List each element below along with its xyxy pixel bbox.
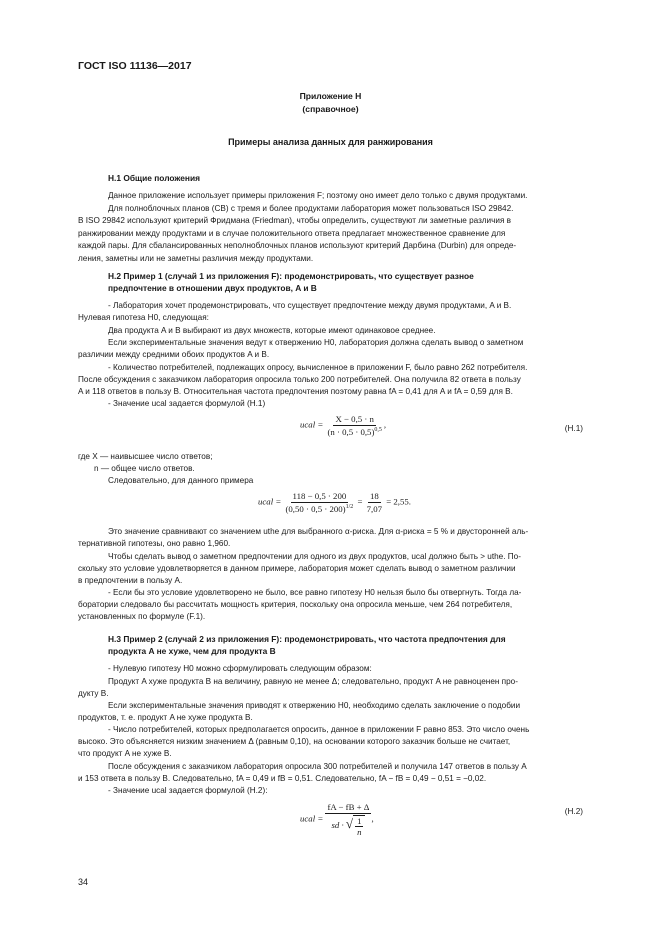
formula-h2-denominator [329,814,367,837]
formula-example-denominator-1 [283,503,355,514]
h1-paragraph-2 [78,203,583,265]
h3-worse-line-1: Продукт A хуже продукта B на величину, равную не менее Δ; следовательно, продукт A не равноценен про- [108,677,518,686]
formula-h1-label: (Н.1) [564,424,583,433]
standard-header: ГОСТ ISO 11136—2017 [78,60,192,72]
h2-reject-line-2: различии между средними обоих продуктов A и B. [78,350,270,359]
formula-example-exponent: 1/2 [345,504,354,511]
h3-number-line-3: что продукт A не хуже B. [78,749,172,758]
section-h3-title-line-2: продукта A не хуже, чем для продукта B [108,646,276,656]
formula-h2-label: (Н.2) [564,807,583,816]
formula-h2-fraction [325,802,371,837]
h3-reject-line-1: Если экспериментальные значения приводят к отвержению H0, необходимо сделать заключение о подобии [108,701,521,710]
h3-ucal-intro: - Значение ucal задается формулой (Н.2): [108,786,268,795]
formula-example-equals: = [357,496,363,507]
section-h3-title-line-1: Н.3 Пример 2 (случай 2 из приложения F): продемонстрировать, что частота предпочтения для [108,634,506,644]
h2-conclusion-line-3: в предпочтении в пользу A. [78,576,183,585]
formula-h2-numerator: fA − fB + Δ [327,802,370,812]
h2-lab-line-2: Нулевая гипотеза H0, следующая: [78,313,209,322]
formula-h1-numerator: X − 0,5 · n [335,414,374,424]
h2-not-confirmed-line-2: боратории следовало бы рассчитать мощность критерия, поскольку она опросила меньше, чем 264 потребителя, [78,600,513,609]
h2-compare-line-1: Это значение сравнивают со значением uthe для выбранного α-риска. Для α-риска = 5 % и двусторонней аль- [108,527,529,536]
formula-example-result: = 2,55. [386,496,412,507]
formula-h2-sqrt-denominator: n [357,827,362,837]
annex-heading: Примеры анализа данных для ранжирования [228,137,433,147]
h3-null-intro: - Нулевую гипотезу H0 можно сформулировать следующим образом: [108,664,372,673]
formula-example-denominator-2: 7,07 [366,504,383,514]
formula-h1-fraction [325,414,383,437]
section-h2-title-line-1: Н.2 Пример 1 (случай 1 из приложения F): продемонстрировать, что существует разное [108,271,474,281]
h3-number-line-1: - Число потребителей, которых предполагается опросить, данное в приложении F равно 853. Это число очень [108,725,530,734]
h2-where-n: n — общее число ответов. [94,464,195,473]
formula-h1-exponent: 0,5 [374,427,382,434]
h3-discussion-line-2: и 153 ответа в пользу B. Следовательно, fA = 0,49 и fB = 0,51. Следовательно, fA − fB = 0,49 − 0,51 = −0,02. [78,774,487,783]
page-number: 34 [78,877,89,887]
h2-not-confirmed-line-1: - Если бы это условие удовлетворено не было, все равно гипотезу H0 нельзя было бы отвергнуть. Тогда ла- [108,588,522,597]
section-h1-title: Н.1 Общие положения [108,173,201,183]
h1-p2-line-2: В ISO 29842 используют критерий Фридмана (Friedman), чтобы определить, существуют ли заметные различия в [78,216,511,226]
formula-h2-sqrt-content [353,815,365,837]
formula-example-fraction-2 [365,491,384,514]
h3-reject-line-2: продуктов, т. е. продукт A не хуже продукта B. [78,713,253,722]
h2-consumers-line-3: A и 118 ответов в пользу B. Относительная частота предпочтения поэтому равна fA = 0,41 для A и fA = 0,59 для B. [78,387,513,396]
formula-example-numerator-1: 118 − 0,5 · 200 [292,491,347,501]
formula-h1-denominator-base: (n · 0,5 · 0,5) [327,427,375,437]
h3-number-line-2: высоко. Это объясняется низким значением Δ (равным 0,10), на основании которого заказчик больше не считает, [78,737,511,746]
formula-example-fraction-1 [283,491,355,514]
section-h2-title-line-2: предпочтение в отношении двух продуктов, A и B [108,283,317,293]
h2-where-x: где X — наивысшее число ответов; [78,452,213,461]
formula-h2-sqrt-numerator: 1 [357,816,362,826]
formula-h2: ucal = fA − fB + Δ sd · √ $\frac{1}{n}$ , [300,802,374,837]
formula-h1: ucal = $\frac{X - 0,5 \cdot n}{(n \cdot 0,5 \cdot 0,5)^{0,5}}$ , [300,414,387,437]
formula-h1-lhs: ucal = [300,419,324,430]
formula-h1-example [258,491,411,514]
h2-consumers-line-2: После обсуждения с заказчиком лаборатория опросила только 200 потребителей. Она получила 82 ответа в пользу [78,375,521,384]
h2-lab-line-1: - Лаборатория хочет продемонстрировать, что существует предпочтение между двумя продуктами, A и B. [108,301,512,310]
formula-h1-denominator [325,426,383,437]
annex-subtitle: (справочное) [302,104,359,114]
h2-therefore: Следовательно, для данного примера [108,476,254,485]
formula-example-numerator-2: 18 [369,491,379,501]
h2-compare-line-2: тернативной гипотезы, оно равно 1,960. [78,539,231,548]
h2-conclusion-line-1: Чтобы сделать вывод о заметном предпочтении для одного из двух продуктов, ucal должно быть > uthe. По- [108,552,521,561]
h3-discussion-line-1: После обсуждения с заказчиком лаборатория опросила 300 потребителей и получила 147 ответов в пользу A [108,762,527,771]
formula-h2-lhs: ucal = [300,813,324,824]
h1-p2-line-3: ранжировании между продуктами и в случае положительного ответа предлагает множественное сравнение для [78,228,506,238]
h2-consumers-line-1: - Количество потребителей, подлежащих опросу, вычисленное в приложении F, было равно 262 потребителя. [108,363,528,372]
h2-ucal-intro: - Значение ucal задается формулой (Н.1) [108,399,266,408]
h1-paragraph-1: Данное приложение использует примеры приложения F; поэтому оно имеет дело только с двумя продуктами. [108,191,528,200]
annex-title: Приложение Н [299,91,362,101]
formula-example-denominator-base: (0,50 · 0,5 · 200) [285,504,346,514]
h1-p2-line-4: каждой пары. Для сбалансированных неполноблочных планов используют критерий Дарбина (Durbin) для опреде- [78,241,517,251]
h2-conclusion-line-2: скольку это условие удовлетворяется в данном примере, лаборатория может сделать вывод о заметном различии [78,564,516,573]
formula-h2-sd: sd · [331,820,344,831]
h1-p2-line-5: ления, заметны или не заметны различия между продуктами. [78,253,314,263]
h1-p2-line-1: Для полноблочных планов (CB) с тремя и более продуктами лаборатория может пользоваться ISO 29842. [108,204,514,213]
h2-reject-line-1: Если экспериментальные значения ведут к отвержению H0, лаборатория должна сделать вывод о заметном [108,338,524,347]
h3-worse-line-2: дукту B. [78,689,109,698]
h2-h0-description: Два продукта A и B выбирают из двух множеств, которые имеют одинаковое среднее. [108,326,436,335]
h2-not-confirmed-line-3: установленных по формуле (F.1). [78,612,206,621]
sqrt-icon: √ [345,816,354,832]
formula-example-lhs: ucal = [258,496,282,507]
